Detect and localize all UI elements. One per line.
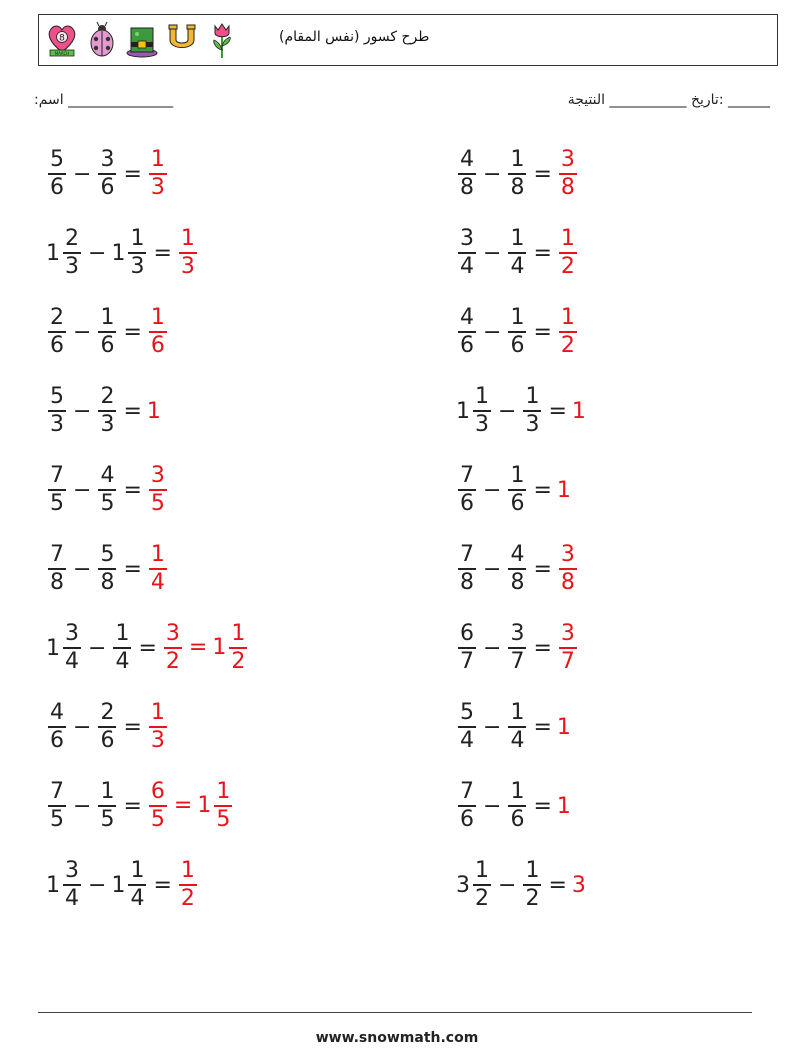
denominator: 3 bbox=[65, 253, 79, 279]
denominator: 3 bbox=[150, 174, 165, 200]
problem bbox=[456, 539, 579, 599]
fraction bbox=[128, 226, 146, 279]
minus-sign: − bbox=[483, 319, 502, 345]
denominator: 4 bbox=[115, 648, 130, 674]
numerator: 3 bbox=[510, 621, 525, 647]
answer bbox=[557, 621, 579, 674]
equals-sign: = bbox=[138, 635, 157, 661]
equals-sign: = bbox=[548, 398, 567, 424]
numerator: 5 bbox=[50, 147, 64, 173]
minus-sign: − bbox=[73, 793, 92, 819]
minus-sign: − bbox=[73, 714, 92, 740]
whole-number: 3 bbox=[571, 872, 586, 898]
minus-sign: − bbox=[498, 398, 517, 424]
fraction bbox=[458, 226, 476, 279]
equals-sign: = bbox=[153, 240, 172, 266]
numerator: 1 bbox=[560, 226, 575, 252]
fraction bbox=[559, 542, 577, 595]
problem bbox=[456, 223, 579, 283]
denominator: 6 bbox=[100, 332, 115, 358]
fraction bbox=[508, 226, 526, 279]
problem bbox=[46, 460, 169, 520]
problem bbox=[456, 697, 572, 757]
denominator: 8 bbox=[50, 569, 64, 595]
tulip-icon bbox=[205, 20, 239, 60]
whole-number: 1 bbox=[556, 477, 571, 503]
whole-number: 1 bbox=[46, 240, 60, 266]
answer bbox=[557, 715, 572, 740]
result-label: النتيجة bbox=[567, 92, 606, 108]
numerator: 1 bbox=[510, 463, 525, 489]
fraction bbox=[179, 226, 197, 279]
fraction bbox=[508, 305, 526, 358]
fraction bbox=[458, 779, 476, 832]
fraction bbox=[559, 226, 577, 279]
numerator: 2 bbox=[100, 384, 115, 410]
fraction bbox=[149, 700, 167, 753]
denominator: 4 bbox=[130, 885, 145, 911]
numerator: 5 bbox=[460, 700, 474, 726]
denominator: 7 bbox=[560, 648, 575, 674]
answer bbox=[177, 226, 199, 279]
denominator: 3 bbox=[50, 411, 64, 437]
fraction bbox=[179, 858, 197, 911]
numerator: 6 bbox=[150, 779, 165, 805]
fraction bbox=[458, 621, 476, 674]
minus-sign: − bbox=[73, 477, 92, 503]
problem bbox=[46, 144, 169, 204]
numerator: 1 bbox=[130, 226, 145, 252]
numerator: 5 bbox=[100, 542, 115, 568]
numerator: 7 bbox=[460, 542, 474, 568]
name-label: :اسم bbox=[34, 92, 64, 108]
header-box bbox=[38, 14, 778, 66]
whole-number: 1 bbox=[197, 793, 212, 819]
name-field bbox=[34, 92, 173, 108]
equals-sign: = bbox=[533, 635, 552, 661]
whole-number: 1 bbox=[111, 872, 126, 898]
denominator: 4 bbox=[510, 727, 525, 753]
denominator: 4 bbox=[460, 727, 474, 753]
numerator: 1 bbox=[180, 858, 195, 884]
denominator: 5 bbox=[100, 490, 115, 516]
numerator: 3 bbox=[165, 621, 180, 647]
answer bbox=[162, 621, 249, 674]
equals-sign: = bbox=[533, 240, 552, 266]
denominator: 3 bbox=[100, 411, 115, 437]
numerator: 1 bbox=[150, 305, 165, 331]
fraction bbox=[48, 305, 66, 358]
problem bbox=[46, 381, 162, 441]
footer-url: www.snowmath.com bbox=[315, 1030, 479, 1046]
numerator: 2 bbox=[100, 700, 115, 726]
denominator: 6 bbox=[510, 332, 525, 358]
equals-sign: = bbox=[533, 793, 552, 819]
numerator: 7 bbox=[50, 542, 64, 568]
denominator: 2 bbox=[180, 885, 195, 911]
equals-sign: = bbox=[123, 477, 142, 503]
denominator: 6 bbox=[100, 174, 115, 200]
numerator: 4 bbox=[460, 147, 474, 173]
answer bbox=[557, 305, 579, 358]
numerator: 4 bbox=[100, 463, 115, 489]
answer bbox=[177, 858, 199, 911]
fraction bbox=[229, 621, 247, 674]
problem bbox=[46, 697, 169, 757]
denominator: 2 bbox=[475, 885, 489, 911]
denominator: 6 bbox=[100, 727, 115, 753]
numerator: 3 bbox=[460, 226, 474, 252]
fraction bbox=[128, 858, 146, 911]
denominator: 3 bbox=[150, 727, 165, 753]
fraction bbox=[458, 542, 476, 595]
denominator: 5 bbox=[50, 490, 64, 516]
problem bbox=[456, 618, 579, 678]
numerator: 1 bbox=[180, 226, 195, 252]
problem bbox=[456, 776, 572, 836]
fraction bbox=[98, 305, 116, 358]
minus-sign: − bbox=[483, 793, 502, 819]
numerator: 1 bbox=[100, 305, 115, 331]
problem bbox=[46, 223, 199, 283]
equals-sign: = bbox=[123, 793, 142, 819]
fraction bbox=[98, 542, 116, 595]
denominator: 4 bbox=[150, 569, 165, 595]
fraction bbox=[98, 463, 116, 516]
numerator: 1 bbox=[100, 779, 115, 805]
minus-sign: − bbox=[483, 161, 502, 187]
whole-number: 1 bbox=[46, 635, 60, 661]
equals-sign: = bbox=[173, 793, 193, 819]
equals-sign: = bbox=[533, 714, 552, 740]
heart-badge-text: MARCH bbox=[54, 51, 70, 56]
equals-sign: = bbox=[548, 872, 567, 898]
equals-sign: = bbox=[123, 556, 142, 582]
answer bbox=[572, 399, 587, 424]
denominator: 8 bbox=[100, 569, 115, 595]
denominator: 3 bbox=[130, 253, 145, 279]
heart-badge-number: 8 bbox=[59, 33, 65, 44]
fraction bbox=[523, 858, 541, 911]
numerator: 2 bbox=[65, 226, 79, 252]
numerator: 4 bbox=[50, 700, 64, 726]
minus-sign: − bbox=[73, 556, 92, 582]
denominator: 3 bbox=[180, 253, 195, 279]
ladybug-icon bbox=[85, 20, 119, 60]
fraction bbox=[48, 700, 66, 753]
whole-number: 1 bbox=[556, 793, 571, 819]
numerator: 1 bbox=[525, 384, 540, 410]
denominator: 6 bbox=[150, 332, 165, 358]
denominator: 5 bbox=[150, 806, 165, 832]
denominator: 8 bbox=[560, 174, 575, 200]
problem bbox=[456, 381, 587, 441]
numerator: 1 bbox=[150, 700, 165, 726]
numerator: 1 bbox=[475, 858, 489, 884]
numerator: 2 bbox=[50, 305, 64, 331]
fraction bbox=[113, 621, 131, 674]
denominator: 4 bbox=[460, 253, 474, 279]
fraction bbox=[508, 147, 526, 200]
minus-sign: − bbox=[483, 477, 502, 503]
whole-number: 1 bbox=[456, 398, 470, 424]
problem bbox=[456, 460, 572, 520]
answer bbox=[557, 226, 579, 279]
minus-sign: − bbox=[88, 240, 107, 266]
numerator: 7 bbox=[460, 779, 474, 805]
denominator: 6 bbox=[460, 806, 474, 832]
numerator: 3 bbox=[560, 621, 575, 647]
denominator: 2 bbox=[560, 332, 575, 358]
whole-number: 1 bbox=[146, 398, 161, 424]
problem bbox=[46, 539, 169, 599]
problem bbox=[456, 855, 587, 915]
fraction bbox=[458, 700, 476, 753]
problem bbox=[456, 144, 579, 204]
numerator: 3 bbox=[150, 463, 165, 489]
date-label: :تاريخ bbox=[690, 92, 724, 108]
fraction bbox=[523, 384, 541, 437]
answer bbox=[147, 147, 169, 200]
fraction bbox=[149, 463, 167, 516]
footer-divider bbox=[38, 1012, 752, 1013]
fraction bbox=[214, 779, 232, 832]
minus-sign: − bbox=[483, 635, 502, 661]
denominator: 8 bbox=[510, 569, 525, 595]
minus-sign: − bbox=[483, 556, 502, 582]
whole-number: 1 bbox=[46, 872, 60, 898]
answer bbox=[147, 305, 169, 358]
denominator: 8 bbox=[460, 174, 474, 200]
problem bbox=[46, 302, 169, 362]
denominator: 8 bbox=[560, 569, 575, 595]
numerator: 7 bbox=[50, 463, 64, 489]
denominator: 2 bbox=[165, 648, 180, 674]
numerator: 5 bbox=[50, 384, 64, 410]
answer bbox=[557, 478, 572, 503]
denominator: 5 bbox=[50, 806, 64, 832]
numerator: 1 bbox=[216, 779, 231, 805]
denominator: 2 bbox=[231, 648, 246, 674]
fraction bbox=[508, 542, 526, 595]
denominator: 4 bbox=[65, 648, 79, 674]
equals-sign: = bbox=[533, 477, 552, 503]
problem bbox=[46, 618, 249, 678]
fraction bbox=[508, 621, 526, 674]
denominator: 2 bbox=[560, 253, 575, 279]
answer bbox=[147, 779, 234, 832]
numerator: 6 bbox=[460, 621, 474, 647]
fraction bbox=[48, 463, 66, 516]
equals-sign: = bbox=[533, 556, 552, 582]
fraction bbox=[98, 147, 116, 200]
numerator: 1 bbox=[525, 858, 540, 884]
minus-sign: − bbox=[88, 872, 107, 898]
leprechaun-hat-icon bbox=[125, 20, 159, 60]
numerator: 3 bbox=[560, 147, 575, 173]
result-blank: ___________ bbox=[609, 92, 687, 108]
fraction bbox=[508, 779, 526, 832]
denominator: 5 bbox=[100, 806, 115, 832]
denominator: 2 bbox=[525, 885, 540, 911]
problem bbox=[46, 776, 234, 836]
denominator: 7 bbox=[460, 648, 474, 674]
horseshoe-icon bbox=[165, 20, 199, 60]
fraction bbox=[473, 858, 491, 911]
numerator: 7 bbox=[460, 463, 474, 489]
fraction bbox=[458, 305, 476, 358]
numerator: 1 bbox=[510, 700, 525, 726]
fraction bbox=[48, 779, 66, 832]
numerator: 1 bbox=[150, 542, 165, 568]
fraction bbox=[559, 305, 577, 358]
numerator: 4 bbox=[460, 305, 474, 331]
problem bbox=[46, 855, 199, 915]
whole-number: 3 bbox=[456, 872, 470, 898]
answer bbox=[147, 463, 169, 516]
fraction bbox=[508, 463, 526, 516]
numerator: 1 bbox=[510, 226, 525, 252]
minus-sign: − bbox=[73, 398, 92, 424]
fraction bbox=[149, 779, 167, 832]
whole-number: 1 bbox=[212, 635, 227, 661]
numerator: 1 bbox=[510, 305, 525, 331]
fraction bbox=[458, 463, 476, 516]
fraction bbox=[48, 384, 66, 437]
fraction bbox=[508, 700, 526, 753]
icon-strip bbox=[45, 19, 239, 61]
equals-sign: = bbox=[533, 161, 552, 187]
fraction bbox=[149, 147, 167, 200]
numerator: 1 bbox=[231, 621, 246, 647]
fraction bbox=[458, 147, 476, 200]
fraction bbox=[63, 226, 81, 279]
answer bbox=[557, 542, 579, 595]
minus-sign: − bbox=[498, 872, 517, 898]
numerator: 3 bbox=[100, 147, 115, 173]
worksheet-title: طرح كسور (نفس المقام) bbox=[279, 29, 430, 45]
equals-sign: = bbox=[123, 398, 142, 424]
equals-sign: = bbox=[123, 161, 142, 187]
fraction bbox=[98, 384, 116, 437]
numerator: 1 bbox=[475, 384, 489, 410]
equals-sign: = bbox=[123, 714, 142, 740]
denominator: 6 bbox=[50, 332, 64, 358]
answer bbox=[572, 873, 587, 898]
denominator: 6 bbox=[50, 174, 64, 200]
fraction bbox=[559, 147, 577, 200]
numerator: 3 bbox=[65, 858, 79, 884]
minus-sign: − bbox=[88, 635, 107, 661]
denominator: 3 bbox=[475, 411, 489, 437]
numerator: 1 bbox=[510, 779, 525, 805]
denominator: 6 bbox=[460, 332, 474, 358]
denominator: 7 bbox=[510, 648, 525, 674]
equals-sign: = bbox=[533, 319, 552, 345]
numerator: 1 bbox=[560, 305, 575, 331]
denominator: 3 bbox=[525, 411, 540, 437]
whole-number: 1 bbox=[571, 398, 586, 424]
denominator: 6 bbox=[50, 727, 64, 753]
numerator: 1 bbox=[130, 858, 145, 884]
whole-number: 1 bbox=[111, 240, 126, 266]
answer bbox=[147, 399, 162, 424]
problem bbox=[456, 302, 579, 362]
denominator: 4 bbox=[510, 253, 525, 279]
denominator: 4 bbox=[65, 885, 79, 911]
denominator: 6 bbox=[460, 490, 474, 516]
denominator: 8 bbox=[510, 174, 525, 200]
fraction bbox=[149, 305, 167, 358]
fraction bbox=[164, 621, 182, 674]
name-blank: _______________ bbox=[68, 92, 174, 108]
denominator: 6 bbox=[510, 806, 525, 832]
denominator: 6 bbox=[510, 490, 525, 516]
numerator: 7 bbox=[50, 779, 64, 805]
minus-sign: − bbox=[73, 319, 92, 345]
denominator: 8 bbox=[460, 569, 474, 595]
minus-sign: − bbox=[483, 714, 502, 740]
fraction bbox=[98, 779, 116, 832]
equals-sign: = bbox=[153, 872, 172, 898]
answer bbox=[557, 794, 572, 819]
equals-sign: = bbox=[123, 319, 142, 345]
numerator: 1 bbox=[115, 621, 130, 647]
fraction bbox=[149, 542, 167, 595]
denominator: 5 bbox=[216, 806, 231, 832]
fraction bbox=[473, 384, 491, 437]
minus-sign: − bbox=[483, 240, 502, 266]
fraction bbox=[48, 147, 66, 200]
heart-badge-icon bbox=[45, 20, 79, 60]
answer bbox=[557, 147, 579, 200]
numerator: 1 bbox=[510, 147, 525, 173]
fraction bbox=[48, 542, 66, 595]
equals-sign: = bbox=[188, 635, 208, 661]
fraction bbox=[559, 621, 577, 674]
fraction bbox=[63, 858, 81, 911]
numerator: 4 bbox=[510, 542, 525, 568]
numerator: 3 bbox=[65, 621, 79, 647]
numerator: 1 bbox=[150, 147, 165, 173]
answer bbox=[147, 700, 169, 753]
date-result-field bbox=[568, 92, 770, 108]
answer bbox=[147, 542, 169, 595]
fraction bbox=[63, 621, 81, 674]
whole-number: 1 bbox=[556, 714, 571, 740]
minus-sign: − bbox=[73, 161, 92, 187]
date-blank: ______ bbox=[728, 92, 770, 108]
fraction bbox=[98, 700, 116, 753]
numerator: 3 bbox=[560, 542, 575, 568]
denominator: 5 bbox=[150, 490, 165, 516]
